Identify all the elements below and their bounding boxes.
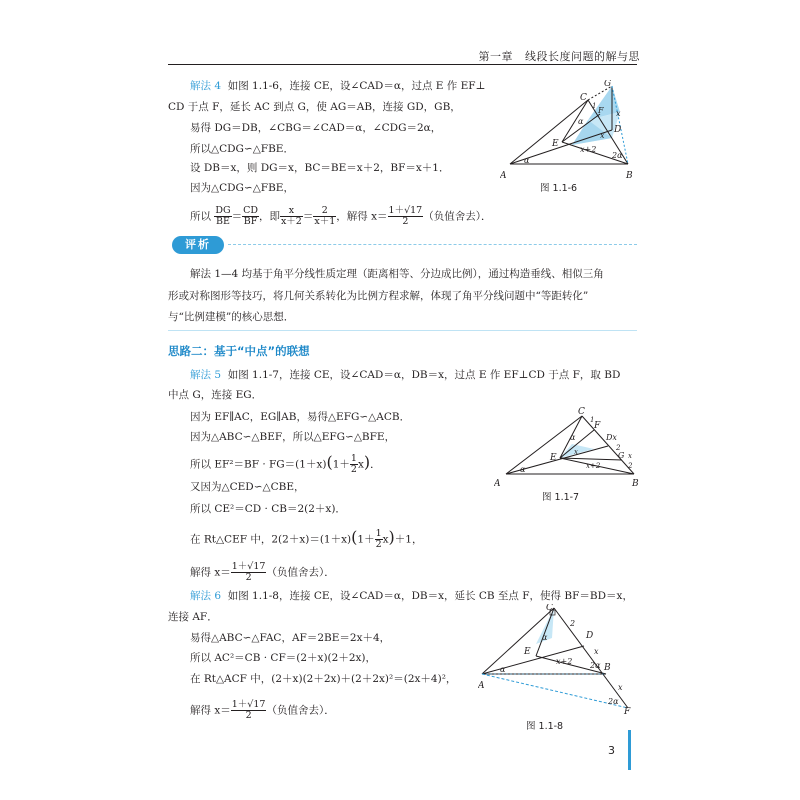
figure-1-1-6-caption: 图 1.1-6 [540, 183, 578, 194]
frac-num: 1＋√17 [231, 561, 266, 572]
figure-1-1-6 [500, 80, 640, 190]
m5-l8c: ＋1， [394, 533, 423, 546]
m5-l5a: 所以 EF²＝BF · FG＝(1＋x) [190, 458, 327, 471]
fig6-x2: x [600, 131, 605, 140]
method5-line7: 所以 CE²＝CD · CB＝2(2＋x)． [190, 503, 346, 515]
fig8-label-C: C [546, 604, 553, 613]
fig7-label-F: F [594, 421, 601, 431]
method5-line8: 在 Rt△CEF 中，2(2＋x)＝(1＋x)(1＋ $\frac{1}{2}$ x)＋1， [190, 527, 423, 550]
frac-den: 2 [350, 464, 357, 475]
m5-l8b: x [382, 533, 389, 546]
method6-line6 [190, 700, 335, 721]
m6-l6b: （负值舍去）． [266, 704, 335, 717]
frac-x [280, 206, 303, 227]
fig8-2alpha2: 2α [608, 697, 619, 706]
fig6-one: 1 [592, 102, 597, 110]
figure-1-1-8 [478, 604, 638, 714]
fig7-gx: x [628, 452, 632, 460]
method6-label: 解法 6 [190, 590, 222, 602]
frac-den: 2 [402, 216, 409, 227]
method6-line3: 易得△ABC∽△FAC，AF＝2BE＝2x＋4， [190, 632, 391, 644]
fig6-alpha2: α [578, 117, 584, 126]
frac-num: 2 [313, 206, 336, 217]
fig7-alpha1: α [520, 465, 526, 474]
fig7-one: 1 [590, 416, 595, 424]
method4-line6: 因为△CDG∽△FBE， [190, 182, 294, 194]
fig8-label-E: E [524, 647, 531, 657]
fig8-xp2: x+2 [556, 657, 573, 666]
figure-1-1-7-caption: 图 1.1-7 [542, 492, 580, 503]
frac-num: 1＋√17 [388, 205, 423, 216]
method4-line4: 所以△CDG∽△FBE． [190, 143, 294, 155]
method5-line3: 因为 EF∥AC，EG∥AB，易得△EFG∽△ACB． [190, 411, 411, 423]
review-badge: 评析 [172, 236, 224, 254]
method5-line9 [190, 562, 335, 583]
page-number: 3 [608, 744, 615, 757]
m6-l6a: 解得 x＝ [190, 704, 231, 717]
review-line1: 解法 1—4 均基于角平分线性质定理（距离相等、分边成比例），通过构造垂线、相似三角 [190, 268, 604, 280]
m4-so: 所以 [190, 210, 211, 223]
method5-label: 解法 5 [190, 369, 222, 381]
fig8-x2: x [618, 683, 623, 692]
fig7-label-C: C [578, 407, 585, 417]
fig8-2alpha1: 2α [590, 661, 601, 670]
fig7-label-G: G [618, 451, 625, 460]
fig7-label-E: E [550, 453, 557, 463]
fig7-label-A: A [494, 479, 501, 489]
method4-line7 [190, 206, 491, 227]
fig8-label-A: A [478, 681, 485, 691]
fig7-alpha2: α [570, 433, 576, 442]
method4-text1: 如图 1.1-6，连接 CE，设∠CAD＝α，过点 E 作 EF⊥ [227, 80, 486, 92]
frac-num: DG [215, 205, 231, 216]
fig6-x1: x [616, 109, 621, 118]
fig6-label-B: B [626, 171, 633, 181]
fig6-label-A: A [500, 171, 507, 181]
review-line3: 与“比例建模”的核心思想． [168, 311, 295, 323]
fig8-alpha1: α [500, 665, 506, 674]
fig8-alpha2: α [542, 633, 548, 642]
review-bottom-rule [168, 330, 637, 331]
m4-tail: （负值舍去）． [423, 210, 492, 223]
chapter-title: 线段长度问题的解与思 [525, 50, 640, 63]
fig7-ac [506, 416, 582, 474]
method4-line5: 设 DB＝x，则 DG＝x，BC＝BE＝x＋2，BF＝x＋1． [190, 162, 450, 174]
method6-line1 [190, 590, 633, 603]
fig6-xp2: x+2 [580, 145, 597, 154]
fig7-d2: 2 [616, 444, 621, 452]
m5-l9a: 解得 x＝ [190, 566, 231, 579]
method4-line3: 易得 DG＝DB，∠CBG＝∠CAD＝α，∠CDG＝2α， [190, 122, 442, 134]
running-header [479, 48, 641, 64]
frac-cd-bf [242, 206, 259, 227]
method6-line4: 所以 AC²＝CB · CF＝(2＋x)(2＋2x)， [190, 652, 377, 664]
m5-l5b: x [357, 458, 364, 471]
m5-l8a: 在 Rt△CEF 中，2(2＋x)＝(1＋x) [190, 533, 352, 546]
method5-text1: 如图 1.1-7，连接 CE，设∠CAD＝α，DB＝x，过点 E 作 EF⊥CD 于点 F，取 BD [227, 369, 621, 381]
frac-num: 1＋√17 [231, 699, 266, 710]
method6-line2: 连接 AF． [168, 611, 218, 623]
fig6-alpha1: α [524, 156, 530, 165]
m4-ie: ，即 [258, 210, 280, 223]
method6-line5: 在 Rt△ACF 中，(2＋x)(2＋2x)＋(2＋2x)²＝(2x＋4)²， [190, 673, 457, 685]
method5-line1 [190, 369, 620, 382]
method4-line2: CD 于点 F，延长 AC 到点 G，使 AG＝AB，连接 GD，GB， [168, 101, 461, 113]
figure-1-1-7 [494, 404, 644, 494]
fig8-label-F: F [624, 707, 631, 714]
review-line2: 形或对称图形等技巧，将几何关系转化为比例方程求解，体现了角平分线问题中“等距转化” [168, 290, 589, 302]
frac-half [350, 454, 358, 475]
method5-line4: 因为△ABC∽△BEF，所以△EFG∽△BFE， [190, 431, 396, 443]
fig6-2alpha: 2α [612, 151, 623, 160]
method5-line6: 又因为△CED∽△CBE， [190, 481, 305, 493]
review-top-rule [228, 244, 637, 245]
frac-half [375, 529, 383, 550]
frac-den: 2 [245, 572, 252, 583]
method4-line1 [190, 80, 485, 93]
fig6-label-D: D [614, 125, 622, 135]
frac-num: x [280, 206, 303, 217]
frac-den: BF [243, 216, 258, 227]
frac-result [231, 700, 267, 721]
fig6-label-G: G [604, 80, 612, 89]
frac-num: 1 [350, 453, 357, 464]
header-rule [168, 64, 637, 65]
frac-den: 2 [375, 539, 382, 550]
fig7-g2: 2 [628, 462, 633, 470]
frac-den: BE [215, 216, 230, 227]
fig7-x: x [574, 448, 578, 456]
fig7-xp2: x+2 [586, 462, 601, 470]
figure-1-1-8-caption: 图 1.1-8 [526, 721, 564, 732]
fig8-x1: x [594, 647, 599, 656]
frac-result [231, 562, 267, 583]
frac-den: x＋2 [280, 216, 302, 227]
fig6-label-E: E [552, 139, 559, 149]
m4-solve: ，解得 x＝ [336, 210, 388, 223]
frac-den: x＋1 [314, 216, 336, 227]
method5-line2: 中点 G，连接 EG． [168, 389, 263, 401]
section-title: 思路二：基于“中点”的联想 [168, 344, 310, 358]
frac-result [388, 206, 424, 227]
fig6-label-F: F [598, 106, 604, 115]
m5-l9b: （负值舍去）． [266, 566, 335, 579]
frac-num: CD [243, 205, 258, 216]
fig8-label-D: D [586, 631, 594, 641]
method4-label: 解法 4 [190, 80, 222, 92]
fig6-label-C: C [580, 93, 587, 103]
chapter-label: 第一章 [478, 50, 513, 63]
page-accent-bar [628, 730, 631, 770]
frac-dg-be [214, 206, 231, 227]
frac-den: 2 [245, 710, 252, 721]
fig8-two: 2 [570, 619, 576, 628]
fig7-label-B: B [632, 479, 639, 489]
eq: ＝ [231, 210, 243, 223]
eq: ＝ [302, 210, 314, 223]
method5-line5: 所以 EF²＝BF · FG＝(1＋x)(1＋ $\frac{1}{2}$ x)． [190, 452, 381, 475]
fig7-dx: Dx [606, 433, 617, 442]
fig8-label-B: B [604, 663, 611, 673]
method6-text1: 如图 1.1-8，连接 CE，设∠CAD＝α，DB＝x，延长 CB 至点 F，使得 BF＝BD＝x， [227, 590, 633, 602]
frac-2 [313, 206, 336, 227]
frac-num: 1 [375, 528, 382, 539]
